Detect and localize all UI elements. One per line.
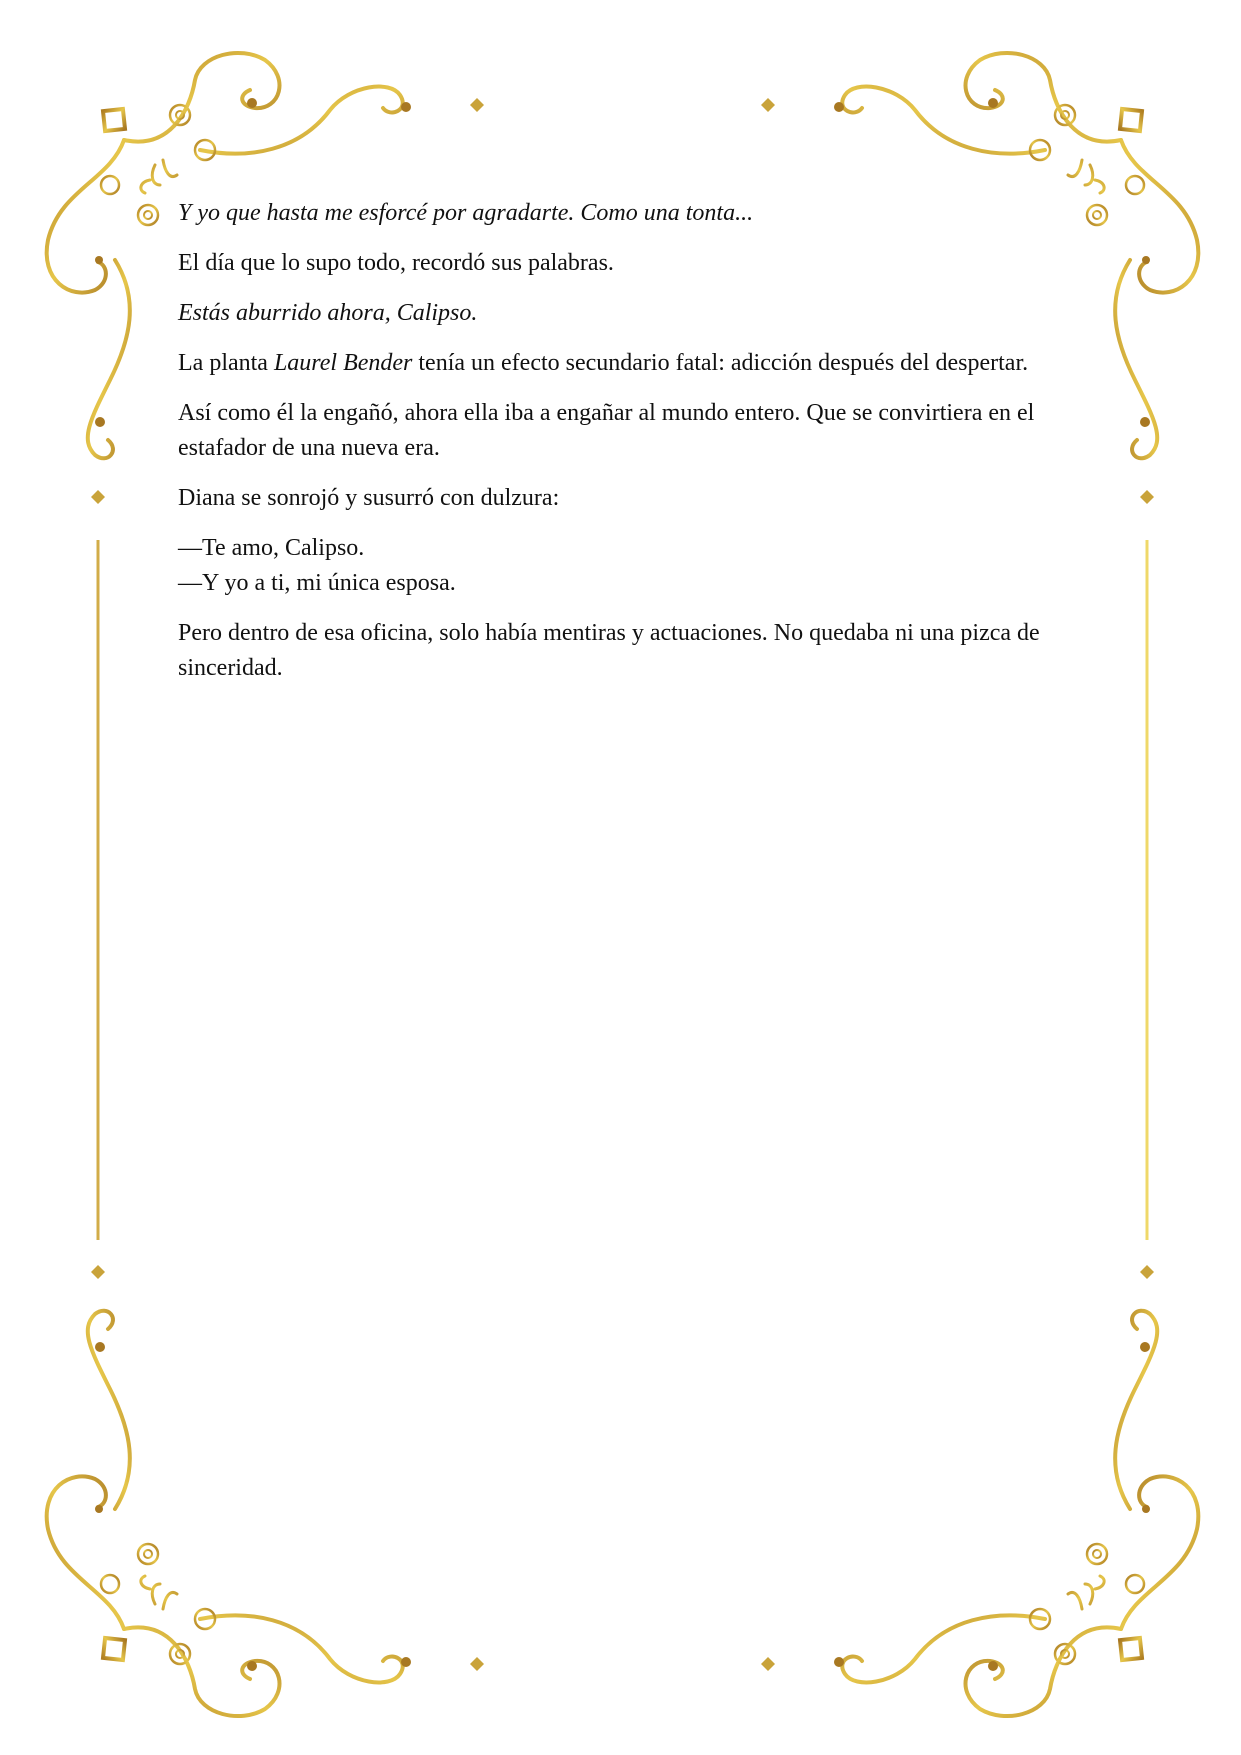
paragraph: Estás aburrido ahora, Calipso. [178,300,478,326]
plant-name: Laurel Bender [273,350,413,376]
paragraph: El día que lo supo todo, recordó sus palabras. [178,250,614,276]
document-body [178,196,1078,701]
paragraph [178,346,1078,381]
dialog-block [178,531,1078,601]
dialog-line: —Y yo a ti, mi única esposa. [178,570,456,596]
paragraph: Y yo que hasta me esforcé por agradarte. Como una tonta... [178,200,754,226]
text: La planta [178,350,274,376]
text: tenía un efecto secundario fatal: adicción después del despertar. [412,350,1029,376]
corner-bottom-right [761,1265,1198,1716]
paragraph: Diana se sonrojó y susurró con dulzura: [178,485,560,511]
dialog-line: —Te amo, Calipso. [178,535,365,561]
paragraph: Pero dentro de esa oficina, solo había mentiras y actuaciones. No quedaba ni una pizca de sinceridad. [178,620,1040,681]
corner-bottom-left [47,1265,484,1716]
paragraph: Así como él la engañó, ahora ella iba a engañar al mundo entero. Que se convirtiera en el estafador de una nueva era. [178,400,1035,461]
